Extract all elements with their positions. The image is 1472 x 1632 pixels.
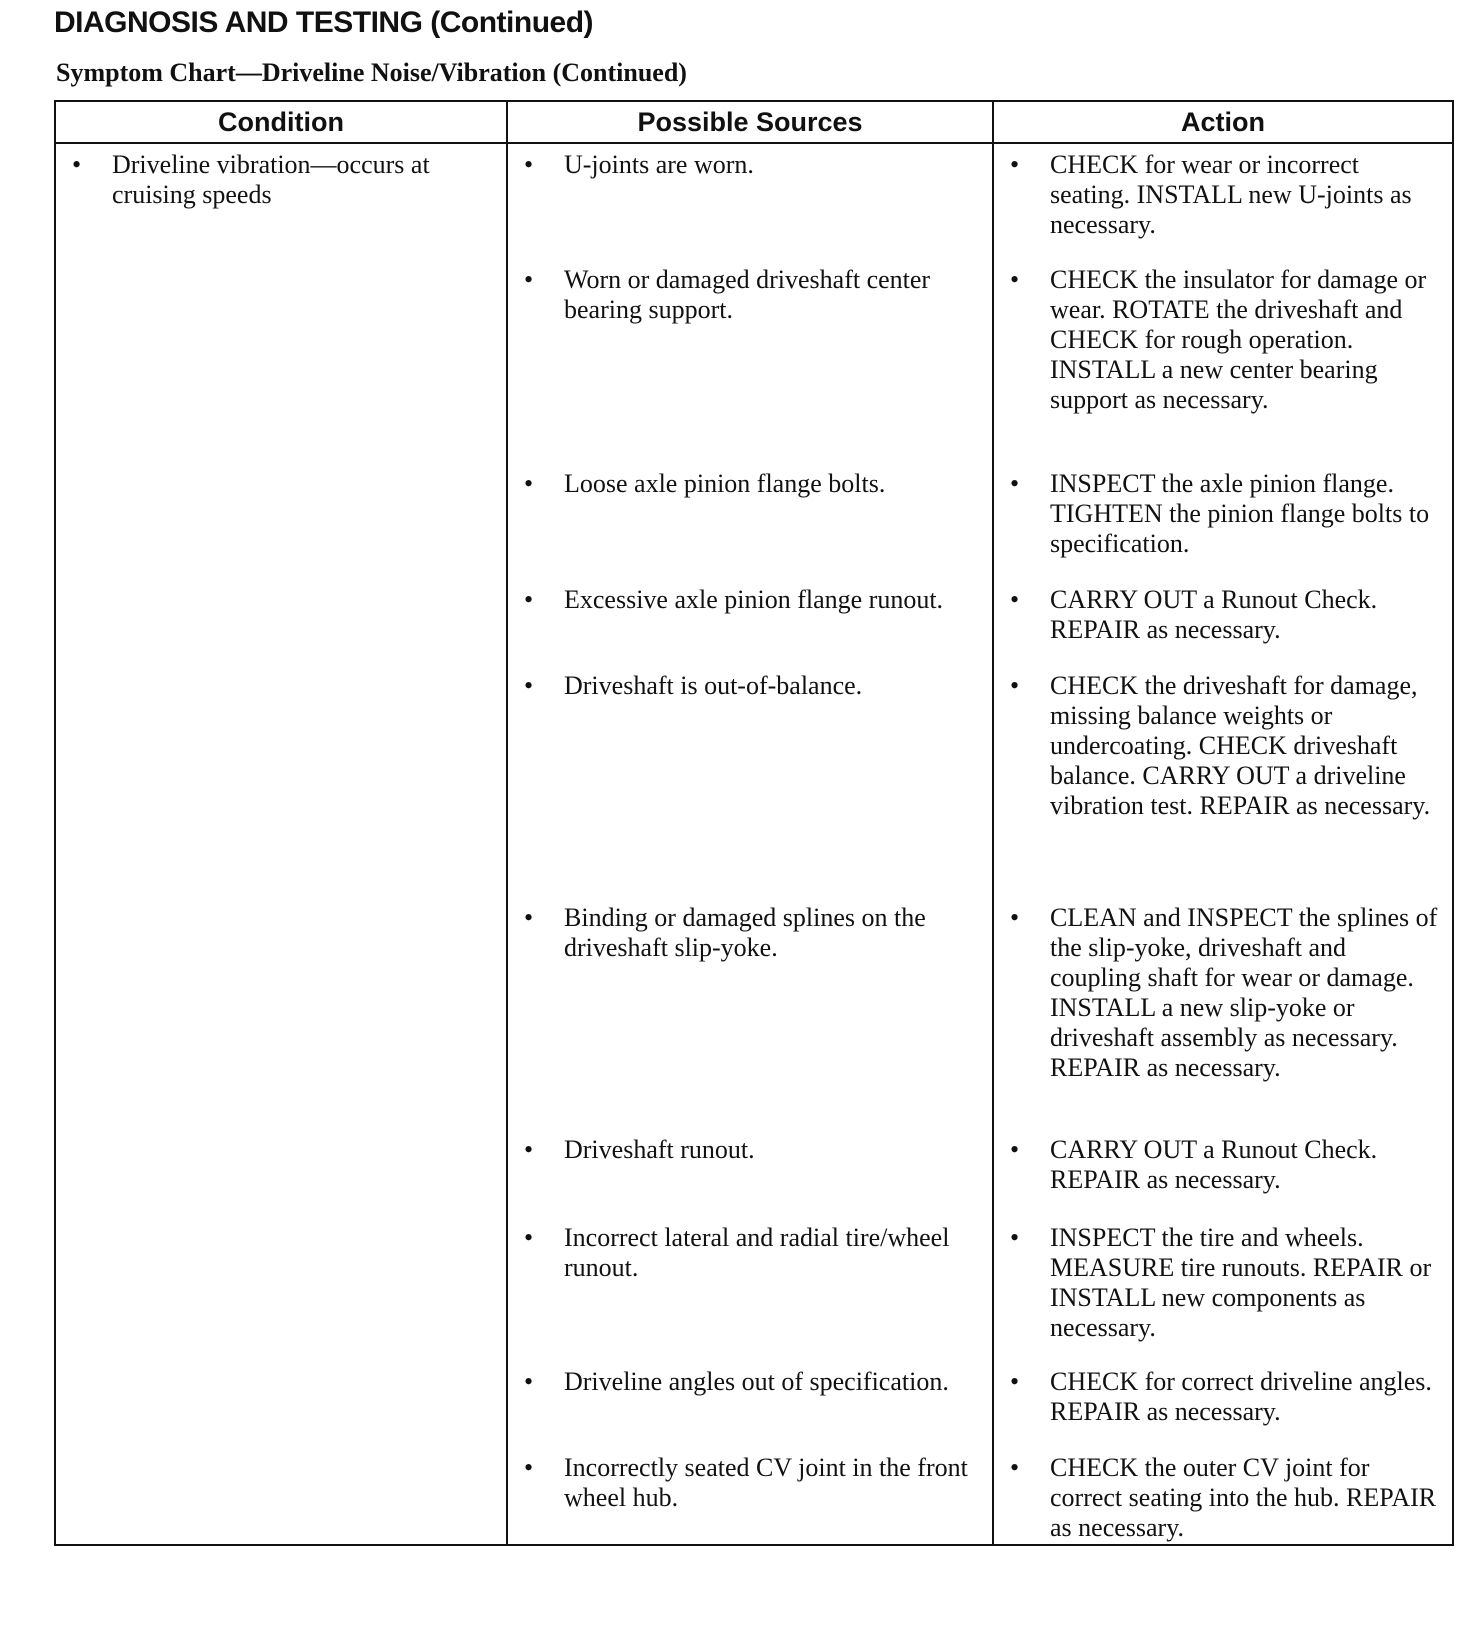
source-text: Excessive axle pinion flange runout.	[564, 585, 944, 614]
action-text: INSPECT the tire and wheels. MEASURE tire runouts. REPAIR or INSTALL new components as necessary.	[1050, 1223, 1432, 1342]
source-cell	[507, 665, 993, 897]
bullet: •	[1010, 1453, 1020, 1482]
source-entry	[508, 265, 992, 325]
bullet: •	[1010, 585, 1020, 614]
bullet: •	[524, 903, 534, 932]
source-cell	[507, 1129, 993, 1217]
source-entry	[508, 903, 992, 963]
action-entry	[994, 150, 1452, 240]
bullet: •	[1010, 1135, 1020, 1164]
action-entry	[994, 1367, 1452, 1427]
source-entry	[508, 469, 992, 499]
condition-text: Driveline vibration—occurs at cruising speeds	[112, 150, 430, 209]
bullet: •	[1010, 1367, 1020, 1396]
action-cell	[993, 1129, 1453, 1217]
action-cell	[993, 1361, 1453, 1447]
source-entry	[508, 585, 992, 615]
source-text: Driveshaft runout.	[564, 1135, 755, 1164]
chart-title: Symptom Chart—Driveline Noise/Vibration (Continued)	[56, 58, 687, 87]
bullet: •	[524, 1223, 534, 1252]
action-text: CLEAN and INSPECT the splines of the slip-yoke, driveshaft and coupling shaft for wear or damage. INSTALL a new slip-yoke or driveshaft assembly as necessary. REPAIR as necessary.	[1050, 903, 1438, 1082]
table-header-row	[55, 101, 1453, 143]
action-entry	[994, 903, 1452, 1083]
bullet: •	[1010, 265, 1020, 294]
bullet: •	[524, 1135, 534, 1164]
action-entry	[994, 1453, 1452, 1543]
table-row	[55, 143, 1453, 259]
bullet: •	[524, 671, 534, 700]
column-header-sources: Possible Sources	[507, 101, 993, 143]
source-text: Incorrect lateral and radial tire/wheel runout.	[564, 1223, 950, 1282]
action-cell	[993, 1217, 1453, 1361]
source-entry	[508, 1135, 992, 1165]
source-text: Incorrectly seated CV joint in the front wheel hub.	[564, 1453, 968, 1512]
action-cell	[993, 579, 1453, 665]
column-header-action: Action	[993, 101, 1453, 143]
source-text: Worn or damaged driveshaft center bearing support.	[564, 265, 931, 324]
bullet: •	[524, 585, 534, 614]
source-cell	[507, 143, 993, 259]
action-text: CHECK the insulator for damage or wear. ROTATE the driveshaft and CHECK for rough operation. INSTALL a new center bearing support as necessary.	[1050, 265, 1427, 414]
action-text: CHECK the outer CV joint for correct seating into the hub. REPAIR as necessary.	[1050, 1453, 1437, 1542]
table-body	[55, 143, 1453, 1545]
action-cell	[993, 463, 1453, 579]
source-text: U-joints are worn.	[564, 150, 754, 179]
source-cell	[507, 579, 993, 665]
source-entry	[508, 150, 992, 180]
action-cell	[993, 1447, 1453, 1545]
action-text: CHECK for wear or incorrect seating. INSTALL new U-joints as necessary.	[1050, 150, 1412, 239]
bullet: •	[1010, 469, 1020, 498]
source-text: Loose axle pinion flange bolts.	[564, 469, 886, 498]
action-cell	[993, 897, 1453, 1129]
action-entry	[994, 1223, 1452, 1343]
source-cell	[507, 1447, 993, 1545]
source-cell	[507, 1217, 993, 1361]
symptom-table	[54, 100, 1454, 1546]
action-entry	[994, 671, 1452, 821]
action-cell	[993, 259, 1453, 463]
source-entry	[508, 1367, 992, 1397]
bullet: •	[524, 1453, 534, 1482]
action-cell	[993, 143, 1453, 259]
action-entry	[994, 469, 1452, 559]
action-text: CHECK the driveshaft for damage, missing balance weights or undercoating. CHECK driveshaft balance. CARRY OUT a driveline vibration test. REPAIR as necessary.	[1050, 671, 1431, 820]
condition-entry	[56, 150, 506, 210]
action-text: INSPECT the axle pinion flange. TIGHTEN the pinion flange bolts to specification.	[1050, 469, 1430, 558]
bullet: •	[1010, 1223, 1020, 1252]
action-text: CHECK for correct driveline angles. REPAIR as necessary.	[1050, 1367, 1432, 1426]
bullet: •	[524, 1367, 534, 1396]
page-heading: DIAGNOSIS AND TESTING (Continued)	[54, 6, 594, 39]
condition-cell	[55, 143, 507, 1545]
action-text: CARRY OUT a Runout Check. REPAIR as necessary.	[1050, 1135, 1378, 1194]
bullet: •	[1010, 671, 1020, 700]
source-cell	[507, 463, 993, 579]
source-entry	[508, 1453, 992, 1513]
source-text: Driveline angles out of specification.	[564, 1367, 949, 1396]
source-text: Driveshaft is out-of-balance.	[564, 671, 863, 700]
bullet: •	[524, 150, 534, 179]
source-entry	[508, 671, 992, 701]
bullet: •	[524, 265, 534, 294]
action-entry	[994, 1135, 1452, 1195]
column-header-condition: Condition	[55, 101, 507, 143]
source-entry	[508, 1223, 992, 1283]
source-text: Binding or damaged splines on the driveshaft slip-yoke.	[564, 903, 926, 962]
source-cell	[507, 1361, 993, 1447]
action-entry	[994, 585, 1452, 645]
source-cell	[507, 259, 993, 463]
action-text: CARRY OUT a Runout Check. REPAIR as necessary.	[1050, 585, 1378, 644]
action-cell	[993, 665, 1453, 897]
action-entry	[994, 265, 1452, 415]
source-cell	[507, 897, 993, 1129]
bullet: •	[1010, 903, 1020, 932]
bullet: •	[1010, 150, 1020, 179]
bullet: •	[72, 150, 82, 179]
bullet: •	[524, 469, 534, 498]
